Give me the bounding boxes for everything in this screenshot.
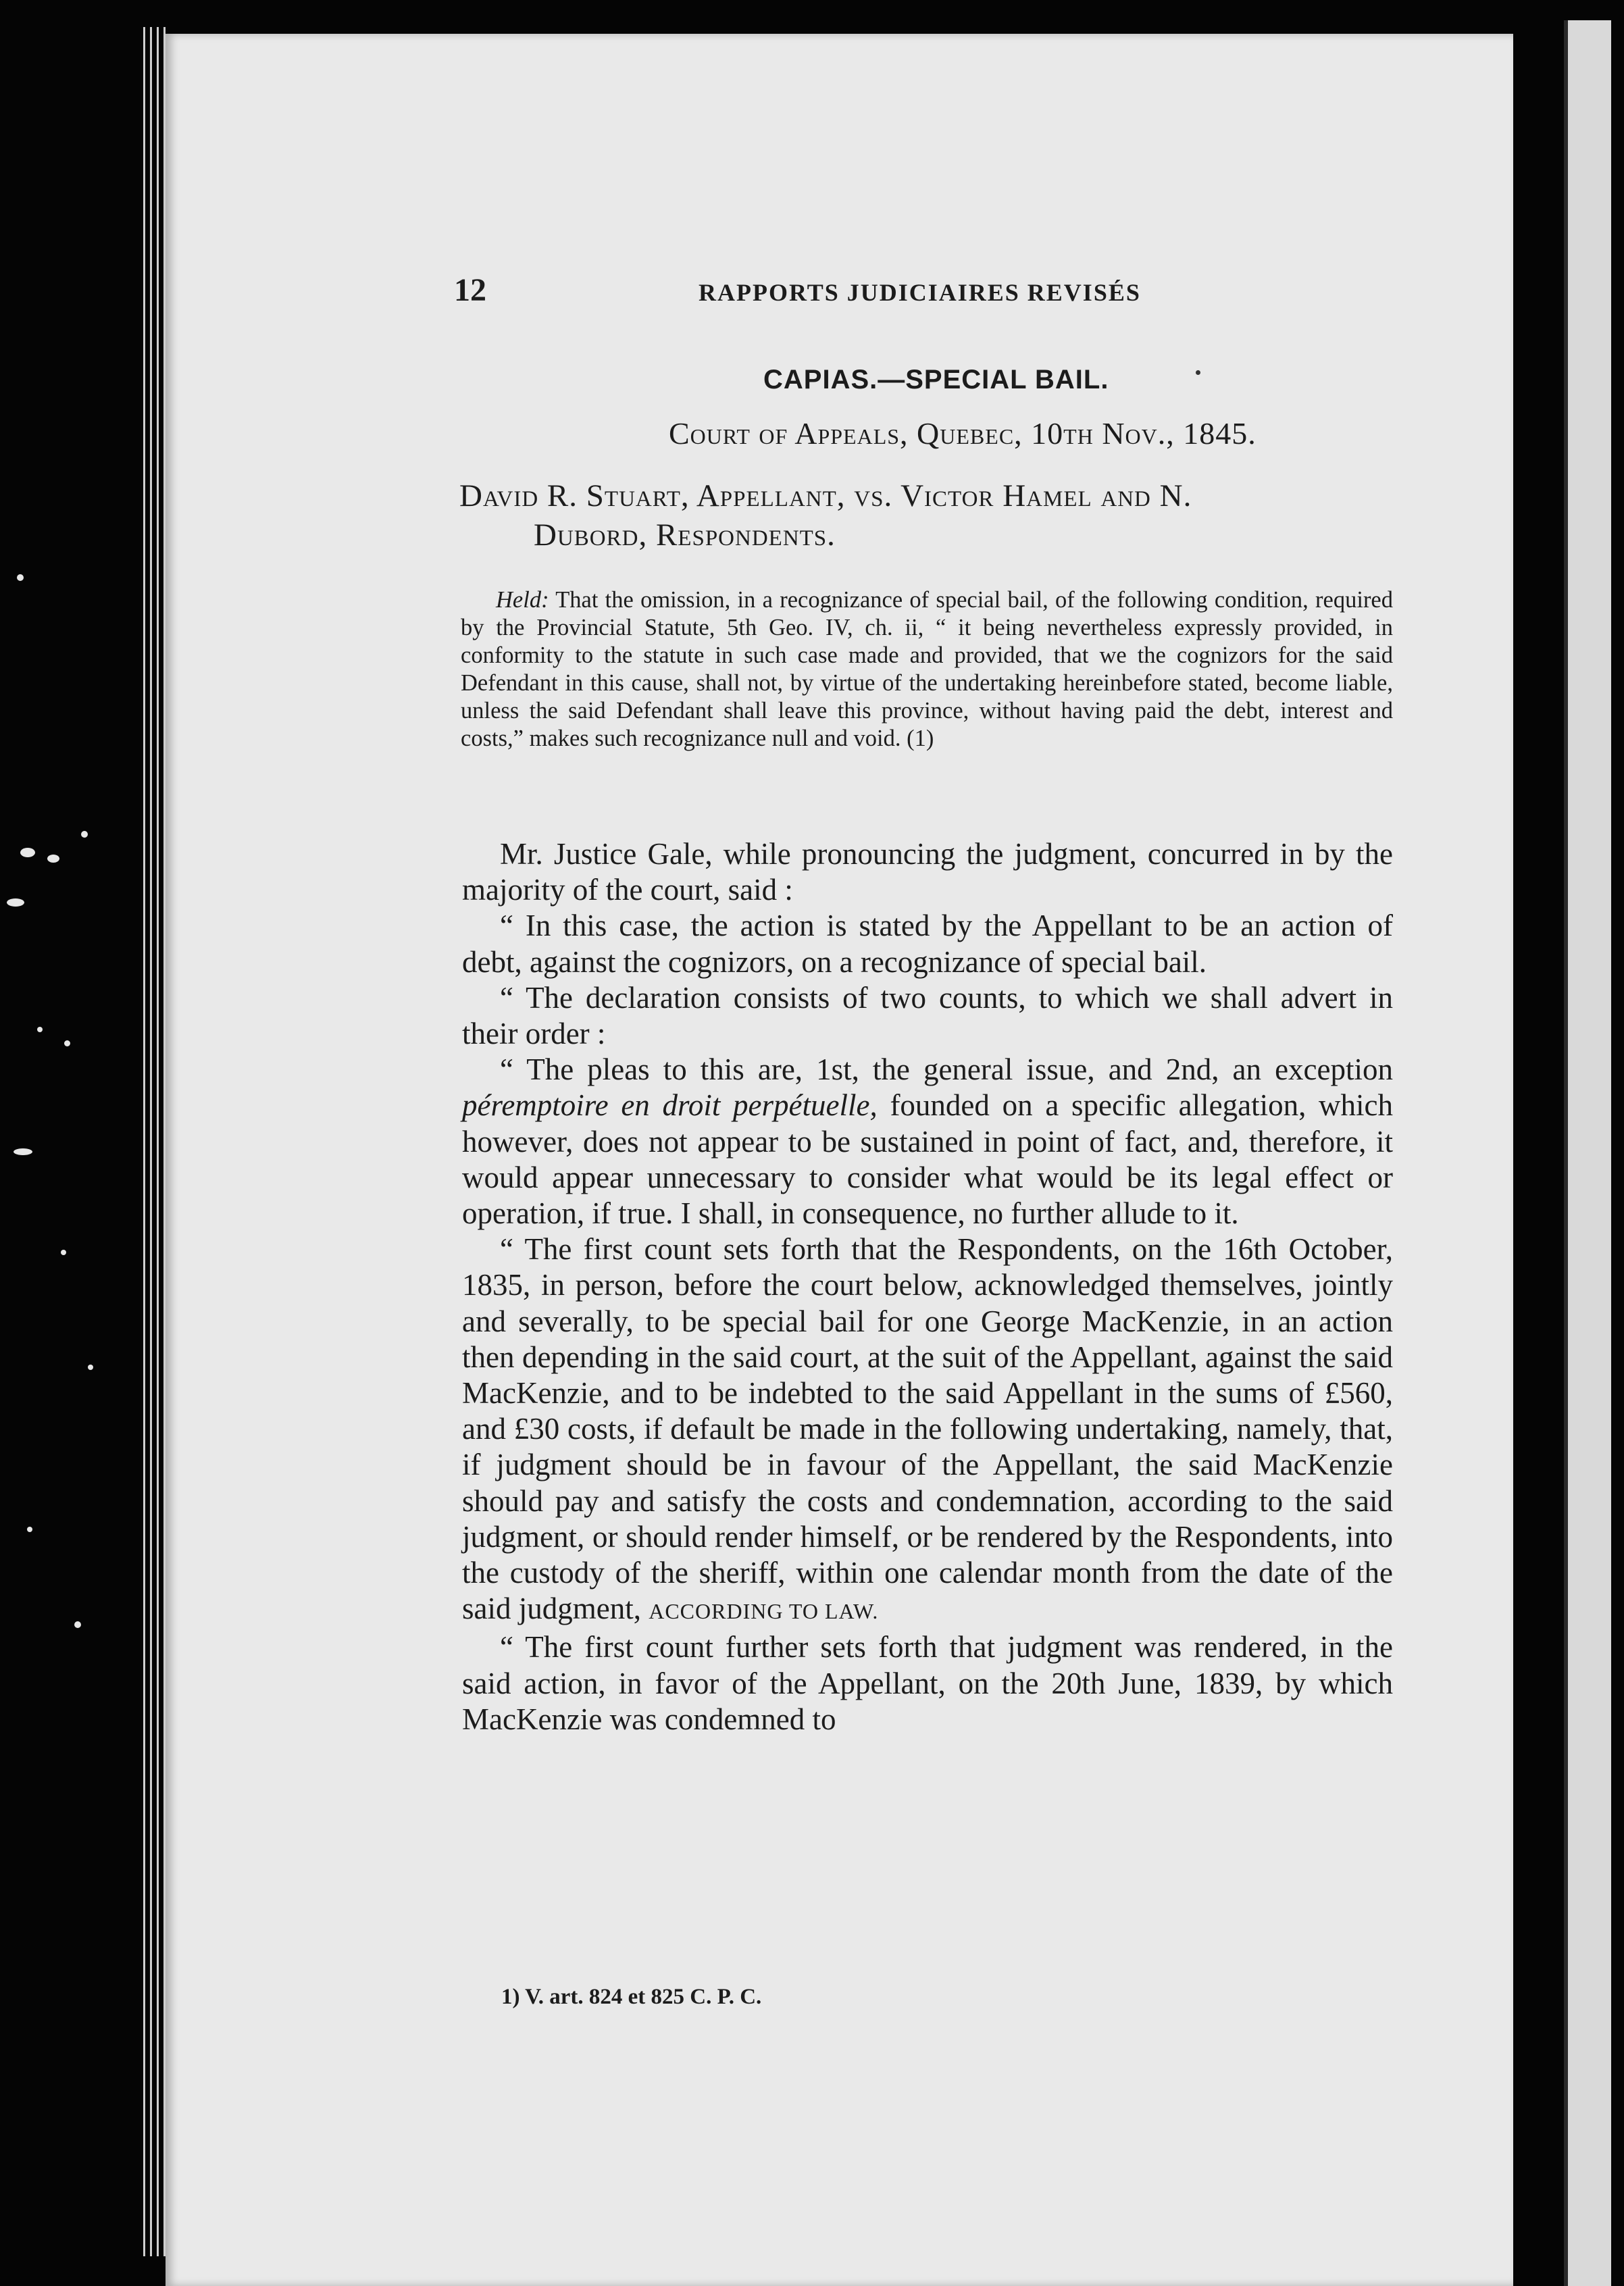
headnote-text: That the omission, in a recognizance of special bail, of the following condition, required by the Provincial Statute, 5th Geo. IV, ch. ii, “ it being nevertheless expressly provided, in conformity to the statute in such case made and provided, that we the cognizors for the said Defendant in this cause, shall not, by virtue of the undertaking hereinbefore stated, become liable, unless the said Defendant shall leave this province, without having paid the debt, interest and costs,” makes such recognizance null and void. (1) (461, 587, 1393, 751)
footnote: 1) V. art. 824 et 825 C. P. C. (501, 1985, 762, 2009)
court-line: Court of Appeals, Quebec, 10th Nov., 1845. (669, 416, 1257, 451)
paragraph-5 (462, 1231, 1393, 1629)
parties-block (459, 476, 1405, 555)
paragraph-4-end: founded on a specific allegation, which however, does not appear to be sustained in point of fact, and, therefore, it would appear unnecessary to consider what would be its legal effect or operation, if true. I shall, in consequence, no further allude to it. (462, 1088, 1394, 1231)
paragraph-5-caps: ACCORDING TO LAW. (649, 1599, 879, 1624)
headnote-label: Held: (496, 587, 549, 613)
paragraph-5-start: “ The first count sets forth that the Respondents, on the 16th October, 1835, in person, before the court below, acknowledged themselves, jointly and severally, to be special bail for one George MacKenzie, in an action then depending in the said court, at the suit of the Appellant, against the said MacKenzie, and to be indebted to the said Appellant in the sums of £560, and £30 costs, if default be made in the following undertaking, namely, that, if judgment should be in favour of the Appellant, the said MacKenzie should pay and satisfy the costs and condemnation, according to the said judgment, or should render himself, or be rendered by the Respondents, into the custody of the sheriff, within one calendar month from the date of the said judgment, (462, 1232, 1393, 1626)
paragraph-4-start: “ The pleas to this are, 1st, the general issue, and 2nd, an exception (500, 1052, 1393, 1087)
running-title: RAPPORTS JUDICIAIRES REVISÉS (699, 279, 1141, 306)
scan-margin-left (0, 0, 115, 2286)
paragraph-6: “ The first count further sets forth that judgment was rendered, in the said action, in favor of the Appellant, on the 20th June, 1839, by which MacKenzie was condemned to (462, 1630, 1393, 1736)
case-subject-heading: CAPIAS.—SPECIAL BAIL. (763, 365, 1109, 395)
page-number: 12 (454, 272, 486, 308)
page-header (454, 272, 1400, 319)
paragraph-4 (462, 1052, 1393, 1231)
opinion-body (462, 836, 1393, 1737)
paragraph-3: “ The declaration consists of two counts, to which we shall advert in their order : (462, 980, 1393, 1051)
paragraph-1: Mr. Justice Gale, while pronouncing the judgment, concurred in by the majority of the court, said : (462, 837, 1393, 907)
paragraph-2: “ In this case, the action is stated by the Appellant to be an action of debt, against the cognizors, on a recognizance of special bail. (462, 909, 1393, 979)
paragraph-4-italic: péremptoire en droit perpétuelle, (462, 1088, 878, 1123)
parties-line-1: David R. Stuart, Appellant, vs. Victor Hamel and N. (459, 478, 1192, 513)
parties-line-2: Dubord, Respondents. (534, 517, 836, 553)
adjacent-page-edge (1564, 20, 1611, 2286)
headnote (461, 586, 1393, 753)
